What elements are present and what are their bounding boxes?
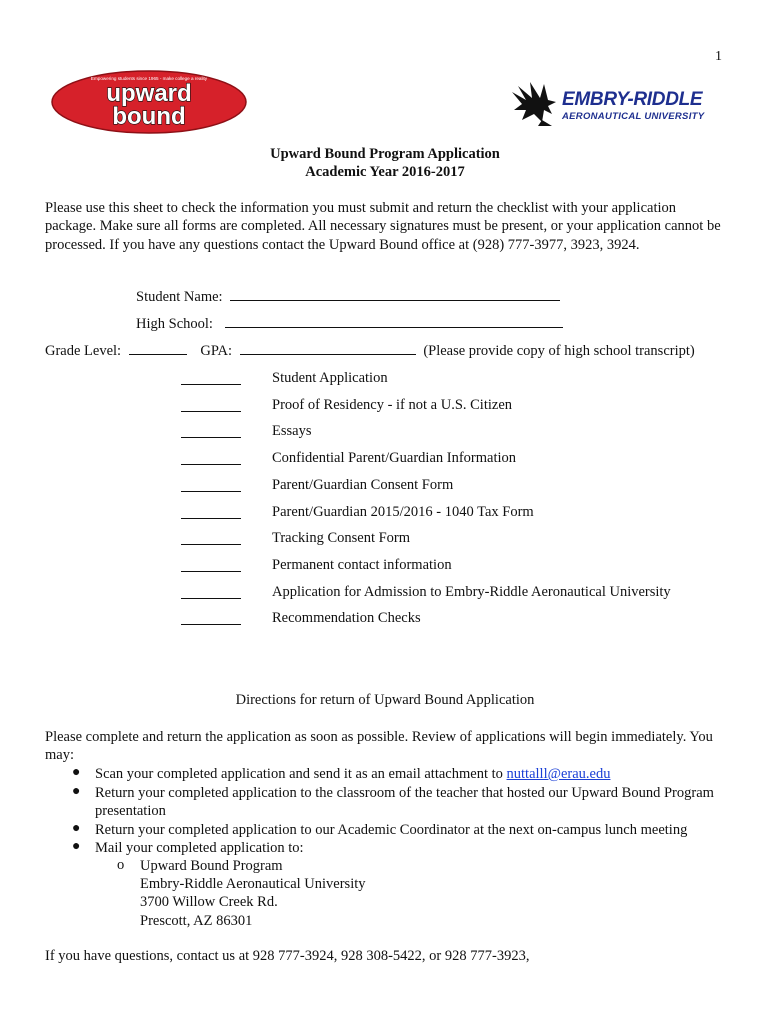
directions-intro: Please complete and return the application as soon as possible. Review of applications will begin immediately. You may: — [45, 729, 713, 764]
checklist-item: Application for Admission to Embry-Riddle Aeronautical University — [272, 584, 671, 600]
application-title: Upward Bound Program Application — [270, 146, 500, 162]
intro-paragraph: Please use this sheet to check the information you must submit and return the checklist with your application package. Make sure all forms are completed. All necessary signatures must be present, or your application cannot be processed. If you have any questions contact the Upward Bound office at (928) 777-3977, 3923, 3924. — [45, 200, 721, 253]
gpa-label: GPA: — [200, 343, 233, 359]
email-link[interactable]: nuttalll@erau.edu — [506, 766, 611, 782]
checklist-item: Student Application — [272, 370, 388, 386]
checklist-item: Parent/Guardian 2015/2016 - 1040 Tax Form — [272, 504, 534, 520]
checklist-item: Confidential Parent/Guardian Information — [272, 450, 517, 466]
check-field[interactable] — [181, 530, 241, 545]
check-field[interactable] — [181, 477, 241, 492]
bullet-email — [95, 765, 735, 783]
erau-logo — [508, 80, 728, 130]
checklist-item: Recommendation Checks — [272, 610, 421, 626]
erau-name: EMBRY-RIDDLE — [562, 89, 703, 110]
checklist-item: Tracking Consent Form — [272, 530, 411, 546]
directions-title: Directions for return of Upward Bound Application — [235, 692, 535, 708]
bullet-mail: Mail your completed application to: — [95, 840, 304, 856]
upward-logo-text-2: bound — [112, 103, 186, 130]
bullet-icon: ● — [72, 765, 81, 780]
check-field[interactable] — [181, 504, 241, 519]
bullet-icon: ● — [72, 784, 81, 799]
check-field[interactable] — [181, 397, 241, 412]
check-field[interactable] — [181, 450, 241, 465]
address-line: Prescott, AZ 86301 — [140, 912, 253, 929]
checklist-item: Proof of Residency - if not a U.S. Citizen — [272, 397, 513, 413]
check-field[interactable] — [181, 610, 241, 625]
upward-logo-text-1: upward — [106, 80, 192, 107]
bullet-icon: ● — [72, 821, 81, 836]
student-name-field[interactable] — [230, 288, 560, 301]
check-field[interactable] — [181, 584, 241, 599]
grade-level-field[interactable] — [129, 342, 187, 355]
high-school-row — [136, 315, 563, 333]
address-line: Embry-Riddle Aeronautical University — [140, 876, 366, 893]
student-name-label: Student Name: — [136, 289, 223, 305]
grade-gpa-row — [45, 342, 695, 360]
gpa-note: (Please provide copy of high school transcript) — [423, 343, 695, 359]
sub-bullet-icon: o — [117, 857, 125, 873]
high-school-field[interactable] — [225, 315, 563, 328]
bullet-coordinator: Return your completed application to our Academic Coordinator at the next on-campus lunch meeting — [95, 822, 688, 838]
bullet-email-text: Scan your completed application and send it as an email attachment to — [95, 766, 507, 782]
address-line: Upward Bound Program — [140, 858, 283, 874]
bullet-classroom: Return your completed application to the classroom of the teacher that hosted our Upward Bound Program presentation — [95, 785, 714, 820]
erau-subtitle: AERONAUTICAL UNIVERSITY — [562, 111, 705, 122]
check-field[interactable] — [181, 557, 241, 572]
academic-year: Academic Year 2016-2017 — [305, 164, 465, 180]
gpa-field[interactable] — [240, 342, 416, 355]
footer-contact: If you have questions, contact us at 928 777-3924, 928 308-5422, or 928 777-3923, — [45, 948, 530, 964]
page-number: 1 — [715, 49, 722, 64]
check-field[interactable] — [181, 370, 241, 385]
upward-bound-logo — [50, 70, 248, 134]
bullet-icon: ● — [72, 839, 81, 854]
student-name-row — [136, 288, 560, 306]
address-line: 3700 Willow Creek Rd. — [140, 894, 278, 911]
mailing-address — [140, 857, 366, 930]
check-field[interactable] — [181, 423, 241, 438]
checklist-item: Essays — [272, 423, 312, 439]
upward-tagline: Empowering students since 1965 - make college a reality — [90, 76, 208, 81]
checklist-item: Permanent contact information — [272, 557, 452, 573]
high-school-label: High School: — [136, 316, 213, 332]
grade-level-label: Grade Level: — [45, 343, 122, 359]
checklist-item: Parent/Guardian Consent Form — [272, 477, 454, 493]
